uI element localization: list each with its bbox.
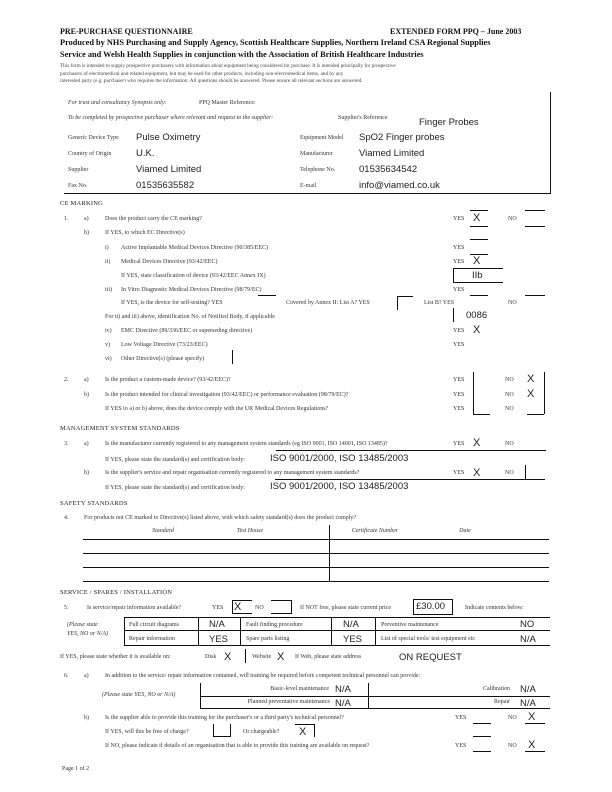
grid-label-preventive-maintenance: Preventive maintenance	[381, 622, 439, 628]
item-number: iii)	[105, 287, 112, 293]
fax-value[interactable]: 01535635582	[136, 180, 195, 191]
yes-label: YES	[455, 743, 467, 749]
q2b-no-checkbox[interactable]: X	[527, 388, 535, 400]
website-label: Website	[252, 654, 272, 660]
manufacturer-value[interactable]: Viamed Limited	[359, 148, 425, 159]
supplier-info-box	[64, 92, 551, 194]
item-number: iv)	[105, 328, 112, 334]
service-heading: SERVICE / SPARES / INSTALLATION	[60, 589, 173, 596]
safety-standards-table[interactable]	[83, 540, 549, 581]
manufacturer-label: Manufacturer	[300, 151, 333, 157]
yes-label: YES	[453, 392, 465, 398]
no-label: NO	[505, 392, 514, 398]
training-label-planned-maintenance: Planned preventative maintenance	[247, 699, 330, 705]
directive-ivd: In Vitro Diagnostic Medical Devices Directive (98/79/EC)	[121, 287, 262, 293]
yes-label: YES	[453, 328, 465, 334]
item-number: ii)	[105, 259, 111, 265]
ivd-self-test-label: If YES, is the device for self-testing? YES	[121, 300, 223, 306]
no-label: NO	[505, 406, 514, 412]
intro-text	[60, 63, 550, 86]
no-label: NO	[508, 743, 517, 749]
question-letter: a)	[84, 216, 89, 222]
directive-mdd: Medical Devices Directive (93/42/EEC)	[121, 259, 218, 265]
cost-label: If NOT free, please state current price	[300, 605, 392, 611]
indicate-contents-label: Indicate contents below:	[465, 605, 524, 611]
q1a-text: Does the product carry the CE marking?	[105, 216, 202, 222]
supplier-reference-value[interactable]: Finger Probes	[419, 117, 479, 128]
question-letter: b)	[84, 392, 89, 398]
grid-label-special-tools: List of special tools/ test equipment etc	[381, 636, 475, 642]
ppq-reference-label: PPQ Master Reference:	[199, 100, 256, 106]
q6b-free-label: If YES, will this be free of charge?	[105, 729, 189, 735]
q5-yes-checkbox[interactable]: X	[234, 601, 242, 613]
notified-body-value[interactable]: 0086	[466, 310, 488, 321]
item-number: vi)	[105, 356, 112, 362]
no-label: NO	[508, 216, 517, 222]
office-use-label: For trust and consultancy Synopsis only:	[68, 100, 167, 106]
producer-line-1: Produced by NHS Purchasing and Supply Agency, Scottish Healthcare Supplies, Northern Ireland CSA Regional Supplies	[60, 38, 491, 47]
generic-device-type-label: Generic Device Type	[68, 135, 119, 141]
yes-label: YES	[453, 441, 465, 447]
q2a-text: Is the product a custom-made device? (93/42/EEC)?	[105, 377, 231, 383]
question-number: 1.	[64, 216, 69, 222]
training-label-calibration: Calibration	[483, 686, 510, 692]
question-number: 2.	[64, 377, 69, 383]
q3a-standards-value[interactable]: ISO 9001/2000, ISO 13485/2003	[270, 453, 409, 464]
question-letter: b)	[84, 470, 89, 476]
no-label: NO	[505, 470, 514, 476]
directive-other: Other Directive(s) (please specify)	[121, 356, 205, 362]
yes-label: YES	[453, 245, 465, 251]
q3b-text: Is the supplier's service and repair organisation currently registered to any management system standards?	[105, 470, 360, 476]
q5-no-checkbox-box[interactable]	[271, 600, 292, 614]
equipment-model-label: Equipment Model	[300, 135, 344, 141]
ivd-annex-label: Covered by Annex II: List A? YES	[286, 300, 370, 306]
safety-heading: SAFETY STANDARDS	[60, 500, 128, 507]
training-value-calibration[interactable]: N/A	[520, 684, 536, 695]
intro-line: interested party (e.g. purchaser) who requires the information. All questions should be answered. Please ensure all relevant sections are answered.	[60, 78, 363, 85]
classification-value[interactable]: IIb	[472, 270, 483, 281]
free-of-charge-box[interactable]	[213, 724, 231, 737]
grid-value-repair-information[interactable]: YES	[209, 634, 229, 645]
form-version: EXTENDED FORM PPQ – June 2003	[390, 27, 522, 36]
training-value-repair[interactable]: N/A	[520, 698, 536, 709]
question-letter: b)	[84, 715, 89, 721]
ivd-listb-label: List B? YES	[424, 300, 455, 306]
email-label: E-mail	[300, 183, 317, 189]
question-number: 5.	[64, 605, 69, 611]
training-value-basic-maintenance[interactable]: N/A	[335, 684, 351, 695]
yes-label: YES	[453, 216, 465, 222]
emc-yes-checkbox[interactable]: X	[473, 324, 481, 336]
yes-label: YES	[455, 715, 467, 721]
q6a-text: In addition to the service/ repair information contained, will training be required before competent technical personnel can provide:	[105, 673, 421, 679]
item-number: v)	[105, 342, 110, 348]
training-label-basic-maintenance: Basic-level maintenance	[270, 686, 329, 692]
website-checkbox[interactable]: X	[277, 651, 285, 663]
no-label: NO	[255, 605, 264, 611]
equipment-model-value[interactable]: SpO2 Finger probes	[359, 132, 445, 143]
intro-line: This form is intended to supply prospective purchasers with information about equipment being considered for purchase. It is intended principally for prospective	[60, 63, 396, 69]
q6c-text: If NO, please indicate if details of an organisation that is able to provide this training are available on request?	[105, 743, 370, 749]
grid-value-spare-parts[interactable]: YES	[343, 634, 363, 645]
training-value-planned-maintenance[interactable]: N/A	[335, 698, 351, 709]
disk-checkbox[interactable]: X	[224, 651, 232, 663]
directive-lvd: Low Voltage Directive (73/23/EEC)	[121, 342, 208, 348]
yes-label: YES	[453, 342, 465, 348]
form-title: PRE-PURCHASE QUESTIONNAIRE	[60, 27, 193, 36]
email-value[interactable]: info@viamed.co.uk	[359, 180, 440, 191]
no-label: NO	[505, 441, 514, 447]
table-header-standard: Standard	[152, 528, 174, 534]
telephone-value[interactable]: 01535634542	[359, 164, 418, 175]
question-number: 4.	[64, 515, 69, 521]
question-letter: a)	[84, 377, 89, 383]
yes-label: YES	[453, 377, 465, 383]
q3a-state-label: If YES, please state the standard(s) and certification body:	[105, 457, 245, 463]
to-be-completed-label: To be completed by prospective purchaser where relevant and request to the supplier:	[68, 115, 274, 121]
grid-label-fault-finding: Fault finding procedure	[246, 622, 303, 628]
side-label: (Please state	[67, 622, 98, 628]
available-on-label: If YES, please state whether it is available on:	[60, 654, 171, 660]
disk-label: Disk	[205, 654, 217, 660]
q1a-yes-checkbox[interactable]: X	[473, 212, 481, 224]
grid-value-fault-finding[interactable]: N/A	[343, 619, 359, 630]
q6b-no-checkbox[interactable]: X	[528, 711, 536, 723]
question-letter: a)	[84, 673, 89, 679]
q6a-side-label: (Please state YES, NO or N/A)	[102, 692, 176, 698]
supplier-label: Supplier	[68, 167, 89, 173]
chargeable-label: Or chargeable?	[243, 729, 280, 735]
directive-aimdd: Active Implantable Medical Devices Directive (90/385/EEC)	[121, 245, 269, 251]
no-label: NO	[505, 377, 514, 383]
grid-value-preventive-maintenance[interactable]: NO	[520, 619, 535, 630]
supplier-value[interactable]: Viamed Limited	[136, 164, 202, 175]
web-address-label: If Web, please state address	[295, 654, 362, 660]
chargeable-checkbox[interactable]: X	[299, 726, 307, 738]
q5-text: Is service/repair information available?	[87, 605, 182, 611]
q1b-text: If YES, to which EC Directive(s)	[105, 230, 185, 236]
country-of-origin-label: Country of Origin	[68, 151, 112, 157]
notified-body-label: For ii) and iii) above, identification No. of Notified Body, if applicable	[105, 314, 275, 320]
training-label-repair: Repair	[494, 699, 510, 705]
q6c-no-checkbox[interactable]: X	[528, 739, 536, 751]
no-label: NO	[508, 715, 517, 721]
classification-label: If YES, state classification of device (93/42/EEC Annex IX)	[121, 273, 266, 279]
ce-marking-heading: CE MARKING	[60, 200, 103, 207]
grid-label-circuit-diagrams: Full circuit diagrams	[129, 622, 179, 628]
grid-label-spare-parts: Spare parts listing	[246, 636, 290, 642]
grid-value-special-tools[interactable]: N/A	[520, 634, 536, 645]
grid-value-circuit-diagrams[interactable]: N/A	[209, 619, 225, 630]
intro-line: purchasers of electromedical and related equipment, but may be used for other products, including non-electromedical items, and by any	[60, 70, 344, 77]
question-letter: a)	[84, 441, 89, 447]
page-number: Page 1 of 2	[62, 766, 90, 772]
table-header-certificate: Certificate Number	[351, 528, 399, 534]
table-header-date: Date	[459, 528, 471, 534]
yes-label: YES	[453, 287, 465, 293]
table-header-test-house: Test House	[236, 528, 264, 534]
question-number: 6.	[64, 673, 69, 679]
q3a-yes-checkbox[interactable]: X	[473, 437, 481, 449]
management-heading: MANAGEMENT SYSTEM STANDARDS	[60, 425, 180, 432]
q3b-yes-checkbox[interactable]: X	[473, 467, 481, 479]
q2c-text: If YES to a) or b) above, does the device comply with the UK Medical Devices Regulations?	[105, 406, 329, 412]
q2a-no-checkbox[interactable]: X	[527, 373, 535, 385]
cost-value[interactable]: £30.00	[416, 601, 446, 612]
q3b-state-label: If YES, please state the standard(s) and certification body:	[105, 485, 245, 491]
directive-emc: EMC Directive (89/336/EEC or superseding directive)	[121, 328, 253, 334]
yes-label: YES	[453, 259, 465, 265]
generic-device-type-value[interactable]: Pulse Oximetry	[136, 132, 201, 143]
telephone-label: Telephone No.	[300, 167, 336, 173]
fax-label: Fax No.	[68, 183, 88, 189]
question-number: 3.	[64, 441, 69, 447]
q2b-text: Is the product intended for clinical investigation (93/42/EEC) or performance evaluation (98/79/EC)?	[105, 392, 349, 398]
grid-label-repair-information: Repair information	[129, 636, 175, 642]
q4-text: For products not CE marked to Directive(s) listed above, with which safety standard(s) does the product comply?	[84, 515, 357, 521]
q6b-text: Is the supplier able to provide this training for the purchaser's or a third party's technical personnel?	[105, 715, 344, 721]
item-number: i)	[105, 245, 109, 251]
web-address-value[interactable]: ON REQUEST	[399, 652, 462, 663]
yes-label: YES	[453, 406, 465, 412]
no-label: NO	[508, 300, 517, 306]
q3b-standards-value[interactable]: ISO 9001/2000, ISO 13485/2003	[270, 481, 409, 492]
mdd-yes-checkbox[interactable]: X	[473, 255, 481, 267]
yes-label: YES	[212, 605, 224, 611]
country-of-origin-value[interactable]: U.K.	[136, 148, 155, 159]
side-label: YES, NO or N/A)	[67, 631, 109, 637]
supplier-reference-label: Supplier's Reference	[338, 115, 388, 121]
question-letter: b)	[84, 230, 89, 236]
producer-line-2: Service and Welsh Health Supplies in conjunction with the Association of British Healthcare Industries	[60, 50, 424, 59]
yes-label: YES	[453, 470, 465, 476]
q3a-text: Is the manufacturer currently registered to any management system standards (eg ISO 9001, ISO 14001, ISO 13485)?	[105, 441, 388, 447]
